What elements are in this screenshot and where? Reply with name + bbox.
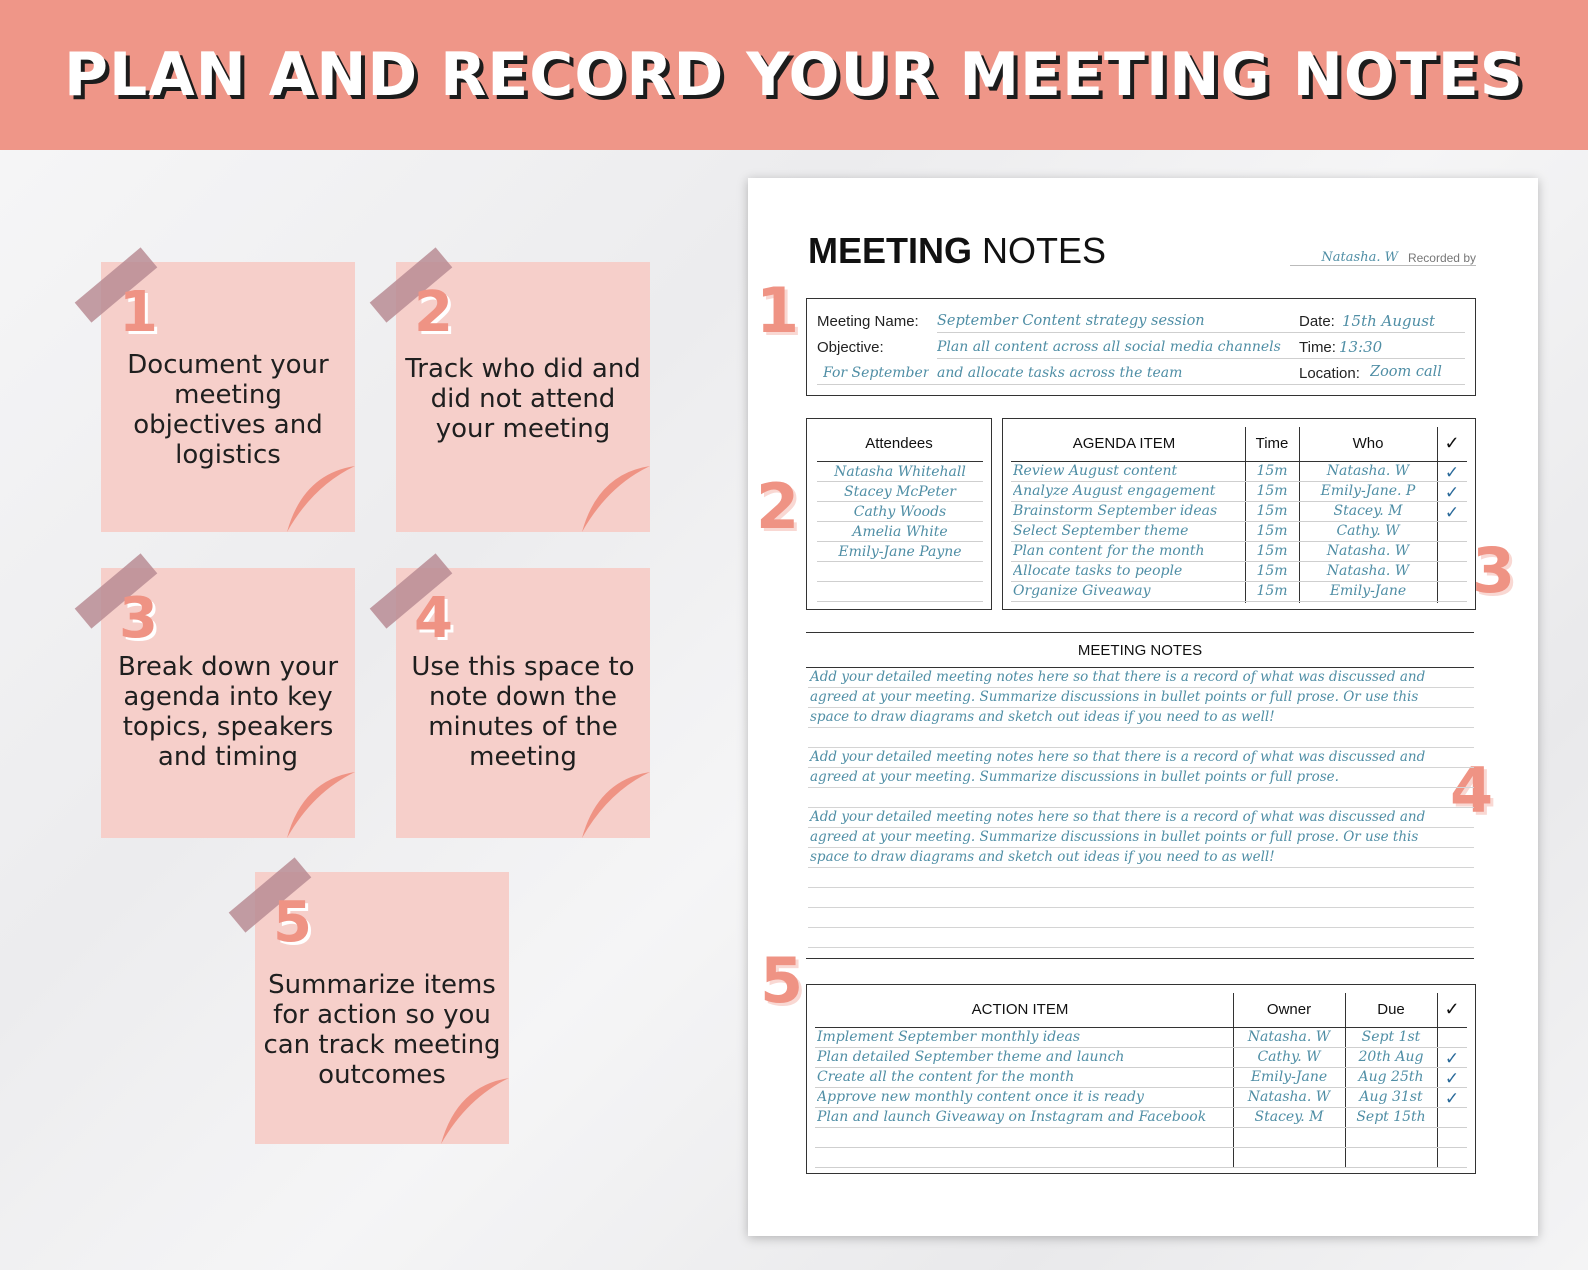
agenda-time-cell[interactable]: 15m <box>1256 483 1288 499</box>
agenda-item-cell[interactable]: Allocate tasks to people <box>1013 563 1183 579</box>
agenda-time-header: Time <box>1255 435 1289 452</box>
notes-line[interactable] <box>808 728 1474 748</box>
note-text: Document your meeting objectives and logistics <box>127 350 329 470</box>
agenda-who-cell[interactable]: Emily-Jane <box>1329 583 1407 599</box>
note-number: 5 <box>273 890 312 955</box>
agenda-item-cell[interactable]: Review August content <box>1013 463 1178 479</box>
action-due-cell[interactable]: Aug 31st <box>1359 1089 1423 1105</box>
action-due-cell[interactable]: 20th Aug <box>1358 1049 1424 1065</box>
notes-line[interactable]: space to draw diagrams and sketch out ideas if you need to as well! <box>808 708 1474 728</box>
section-number-4: 4 <box>1450 754 1494 827</box>
agenda-time-cell[interactable]: 15m <box>1256 543 1288 559</box>
attendees-header: Attendees <box>865 435 933 452</box>
notes-line[interactable] <box>808 788 1474 808</box>
objective-value-1[interactable]: Plan all content across all social media channels <box>937 339 1281 355</box>
action-check-cell[interactable]: ✓ <box>1444 1069 1460 1089</box>
meeting-notes-header: MEETING NOTES <box>1077 642 1203 659</box>
attendee-name[interactable]: Stacey McPeter <box>844 484 956 500</box>
time-value[interactable]: 13:30 <box>1339 338 1383 356</box>
action-item-cell[interactable]: Plan and launch Giveaway on Instagram and Facebook <box>817 1109 1207 1125</box>
notes-bottom-rule <box>806 958 1474 959</box>
action-items-table <box>806 984 1476 1174</box>
meeting-name-value[interactable]: September Content strategy session <box>937 313 1205 329</box>
agenda-table <box>1002 418 1476 610</box>
action-owner-cell[interactable]: Cathy. W <box>1257 1049 1321 1065</box>
page-curl-icon <box>427 1078 509 1144</box>
notes-line[interactable]: agreed at your meeting. Summarize discussions in bullet points or full prose. Or use this <box>808 688 1474 708</box>
note-text: Track who did and did not attend your meeting <box>405 354 641 444</box>
notes-line[interactable]: agreed at your meeting. Summarize discussions in bullet points or full prose. <box>808 768 1474 788</box>
action-due-cell[interactable]: Sept 1st <box>1361 1029 1421 1045</box>
page-curl-icon <box>273 772 355 838</box>
notes-line[interactable]: Add your detailed meeting notes here so that there is a record of what was discussed and <box>808 668 1474 688</box>
agenda-item-cell[interactable]: Select September theme <box>1013 523 1189 539</box>
agenda-time-cell[interactable]: 15m <box>1256 563 1288 579</box>
note-number: 3 <box>119 586 158 651</box>
attendee-name[interactable]: Cathy Woods <box>853 504 947 520</box>
agenda-who-cell[interactable]: Emily-Jane. P <box>1320 483 1416 499</box>
agenda-who-cell[interactable]: Stacey. M <box>1333 503 1403 519</box>
attendees-box <box>806 418 992 610</box>
notes-line[interactable]: space to draw diagrams and sketch out ideas if you need to as well! <box>808 848 1474 868</box>
notes-line[interactable]: agreed at your meeting. Summarize discussions in bullet points or full prose. Or use this <box>808 828 1474 848</box>
action-owner-cell[interactable]: Natasha. W <box>1247 1029 1331 1045</box>
section-number-3: 3 <box>1472 534 1516 607</box>
action-item-header: ACTION ITEM <box>971 1001 1069 1018</box>
agenda-time-cell[interactable]: 15m <box>1256 583 1288 599</box>
agenda-who-header: Who <box>1352 435 1384 452</box>
note-text: Summarize items for action so you can track meeting outcomes <box>263 970 501 1090</box>
note-text: Use this space to note down the minutes of the meeting <box>411 652 635 772</box>
attendee-name[interactable]: Emily-Jane Payne <box>838 544 962 560</box>
agenda-who-cell[interactable]: Natasha. W <box>1326 563 1410 579</box>
action-owner-cell[interactable]: Stacey. M <box>1254 1109 1324 1125</box>
objective-label: Objective: <box>817 339 884 356</box>
meeting-name-label: Meeting Name: <box>817 313 919 330</box>
recorder-label: Recorded by <box>1407 251 1476 265</box>
attendee-name[interactable]: Natasha Whitehall <box>834 464 966 480</box>
action-due-header: Due <box>1377 1001 1405 1018</box>
note-number: 4 <box>414 586 453 651</box>
date-label: Date: <box>1299 313 1335 330</box>
sticky-note-2 <box>396 262 650 532</box>
agenda-time-cell[interactable]: 15m <box>1256 523 1288 539</box>
recorder-name: Natasha. W <box>1321 250 1398 265</box>
time-label: Time: <box>1299 339 1336 356</box>
meeting-notes-page <box>748 178 1538 1236</box>
notes-line[interactable]: Add your detailed meeting notes here so that there is a record of what was discussed and <box>808 808 1474 828</box>
recorded-by-field[interactable] <box>1290 246 1476 266</box>
sticky-note-3 <box>101 568 355 838</box>
sticky-note-4 <box>396 568 650 838</box>
agenda-check-cell[interactable]: ✓ <box>1444 503 1460 523</box>
agenda-check-cell[interactable]: ✓ <box>1444 463 1460 483</box>
agenda-check-header: ✓ <box>1444 433 1460 453</box>
section-number-5: 5 <box>760 944 804 1017</box>
page-curl-icon <box>568 772 650 838</box>
agenda-item-cell[interactable]: Brainstorm September ideas <box>1013 503 1218 519</box>
action-owner-header: Owner <box>1266 1001 1312 1018</box>
agenda-item-cell[interactable]: Analyze August engagement <box>1013 483 1216 499</box>
note-number: 2 <box>414 280 453 345</box>
agenda-time-cell[interactable]: 15m <box>1256 503 1288 519</box>
agenda-who-cell[interactable]: Cathy. W <box>1336 523 1400 539</box>
action-check-cell[interactable]: ✓ <box>1444 1049 1460 1069</box>
sticky-note-5 <box>255 872 509 1144</box>
objective-value-2[interactable]: and allocate tasks across the team <box>937 365 1183 381</box>
section-number-2: 2 <box>756 470 800 543</box>
action-check-cell[interactable]: ✓ <box>1444 1089 1460 1109</box>
meeting-info-box <box>806 298 1476 396</box>
action-item-cell[interactable]: Create all the content for the month <box>817 1069 1075 1085</box>
date-value[interactable]: 15th August <box>1342 312 1436 330</box>
attendee-name[interactable]: Amelia White <box>852 524 948 540</box>
action-owner-cell[interactable]: Natasha. W <box>1247 1089 1331 1105</box>
action-owner-cell[interactable]: Emily-Jane <box>1250 1069 1328 1085</box>
notes-line[interactable] <box>808 868 1474 888</box>
agenda-who-cell[interactable]: Natasha. W <box>1326 463 1410 479</box>
agenda-item-header: AGENDA ITEM <box>1072 435 1176 452</box>
action-item-cell[interactable]: Approve new monthly content once it is ready <box>817 1089 1144 1105</box>
notes-top-rule <box>806 632 1474 633</box>
sticky-note-1 <box>101 262 355 532</box>
page-curl-icon <box>273 466 355 532</box>
banner-title: PLAN AND RECORD YOUR MEETING NOTES <box>64 40 1524 110</box>
objective-extra[interactable]: For September <box>823 365 930 381</box>
location-label: Location: <box>1299 365 1360 382</box>
notes-line[interactable]: Add your detailed meeting notes here so that there is a record of what was discussed and <box>808 748 1474 768</box>
action-item-cell[interactable]: Implement September monthly ideas <box>817 1029 1081 1045</box>
note-text: Break down your agenda into key topics, speakers and timing <box>117 652 339 772</box>
action-due-cell[interactable]: Sept 15th <box>1356 1109 1426 1125</box>
page-curl-icon <box>568 466 650 532</box>
notes-line[interactable] <box>808 888 1474 908</box>
section-number-1: 1 <box>756 274 800 347</box>
notes-line[interactable] <box>808 928 1474 948</box>
note-number: 1 <box>119 280 158 345</box>
location-value[interactable]: Zoom call <box>1370 364 1442 380</box>
agenda-item-cell[interactable]: Organize Giveaway <box>1013 583 1151 599</box>
action-row <box>815 1128 1467 1148</box>
agenda-check-cell[interactable]: ✓ <box>1444 483 1460 503</box>
action-check-header: ✓ <box>1444 999 1460 1019</box>
agenda-time-cell[interactable]: 15m <box>1256 463 1288 479</box>
action-row <box>815 1148 1467 1168</box>
header-banner <box>0 0 1588 150</box>
notes-line[interactable] <box>808 908 1474 928</box>
action-item-cell[interactable]: Plan detailed September theme and launch <box>817 1049 1125 1065</box>
action-due-cell[interactable]: Aug 25th <box>1358 1069 1424 1085</box>
agenda-item-cell[interactable]: Plan content for the month <box>1013 543 1205 559</box>
agenda-who-cell[interactable]: Natasha. W <box>1326 543 1410 559</box>
page-title: MEETING NOTES <box>808 230 1107 271</box>
